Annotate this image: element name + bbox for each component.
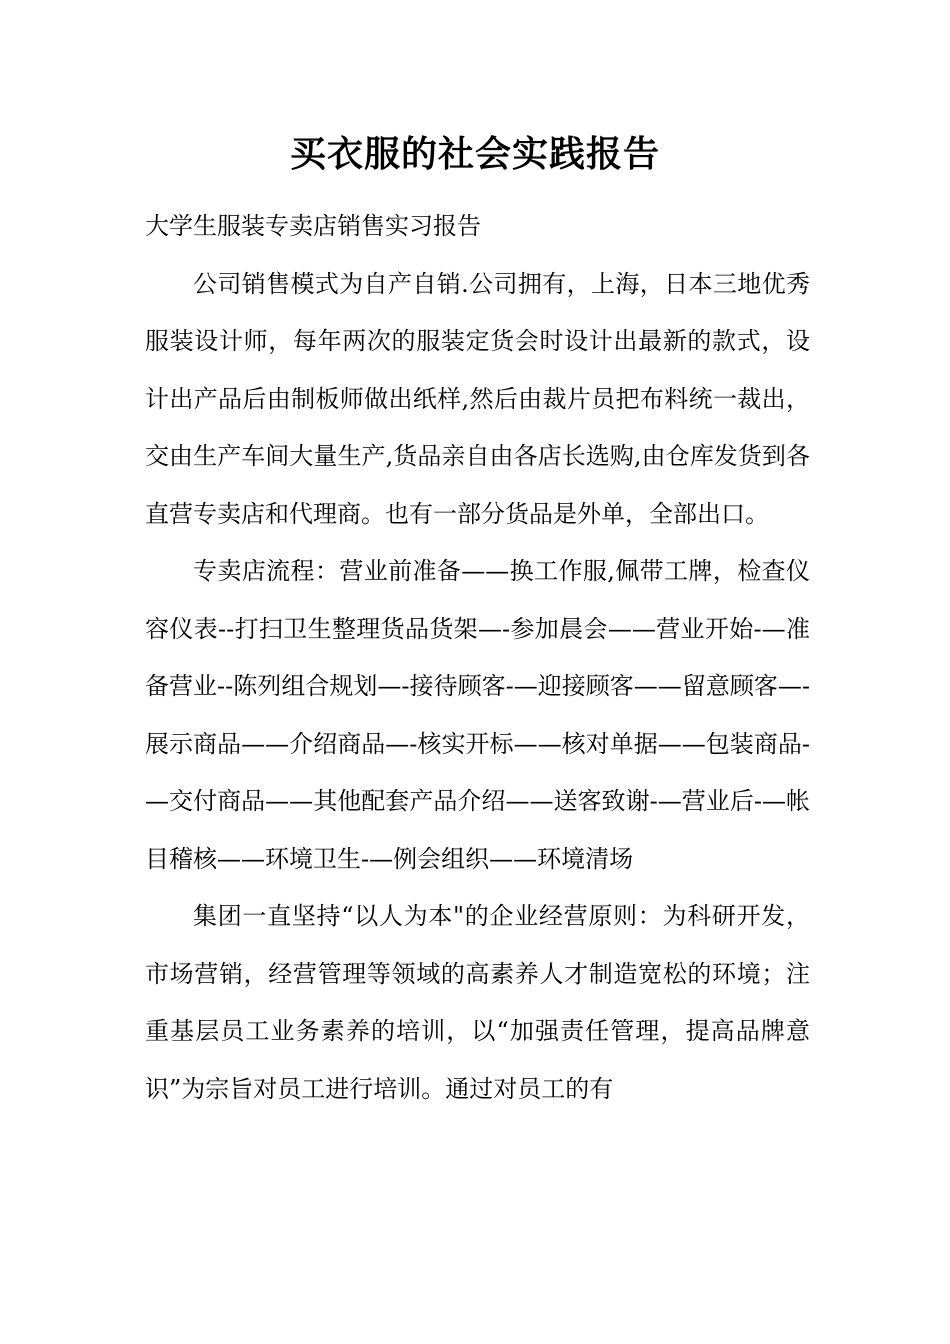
- document-subtitle: 大学生服装专卖店销售实习报告: [145, 212, 481, 240]
- document-body: [145, 198, 810, 1118]
- document-title: 买衣服的社会实践报告: [289, 133, 660, 175]
- paragraph-company-principle: 集团一直坚持“以人为本"的企业经营原则：为科研开发，市场营销，经营管理等领域的高素养人才制造宽松的环境；注重基层员工业务素养的培训，以“加强责任管理，提高品牌意识”为宗旨对员工进行培训。通过对员工的有: [145, 902, 810, 1103]
- paragraph-store-process: 专卖店流程：营业前准备——换工作服,佩带工牌，检查仪容仪表--打扫卫生整理货品货架—-参加晨会——营业开始-—准备营业--陈列组合规划—-接待顾客-—迎接顾客——留意顾客—-展示商品——介绍商品—-核实开标——核对单据——包装商品-—交付商品——其他配套产品介绍——送客致谢-—营业后-—帐目稽核——环境卫生-—例会组织——环境清场: [145, 557, 810, 873]
- paragraph-sales-model: 公司销售模式为自产自销.公司拥有，上海，日本三地优秀服装设计师，每年两次的服装定货会时设计出最新的款式，设计出产品后由制板师做出纸样,然后由裁片员把布料统一裁出，交由生产车间大量生产,货品亲自由各店长选购,由仓库发货到各直营专卖店和代理商。也有一部分货品是外单，全部出口。: [145, 269, 810, 528]
